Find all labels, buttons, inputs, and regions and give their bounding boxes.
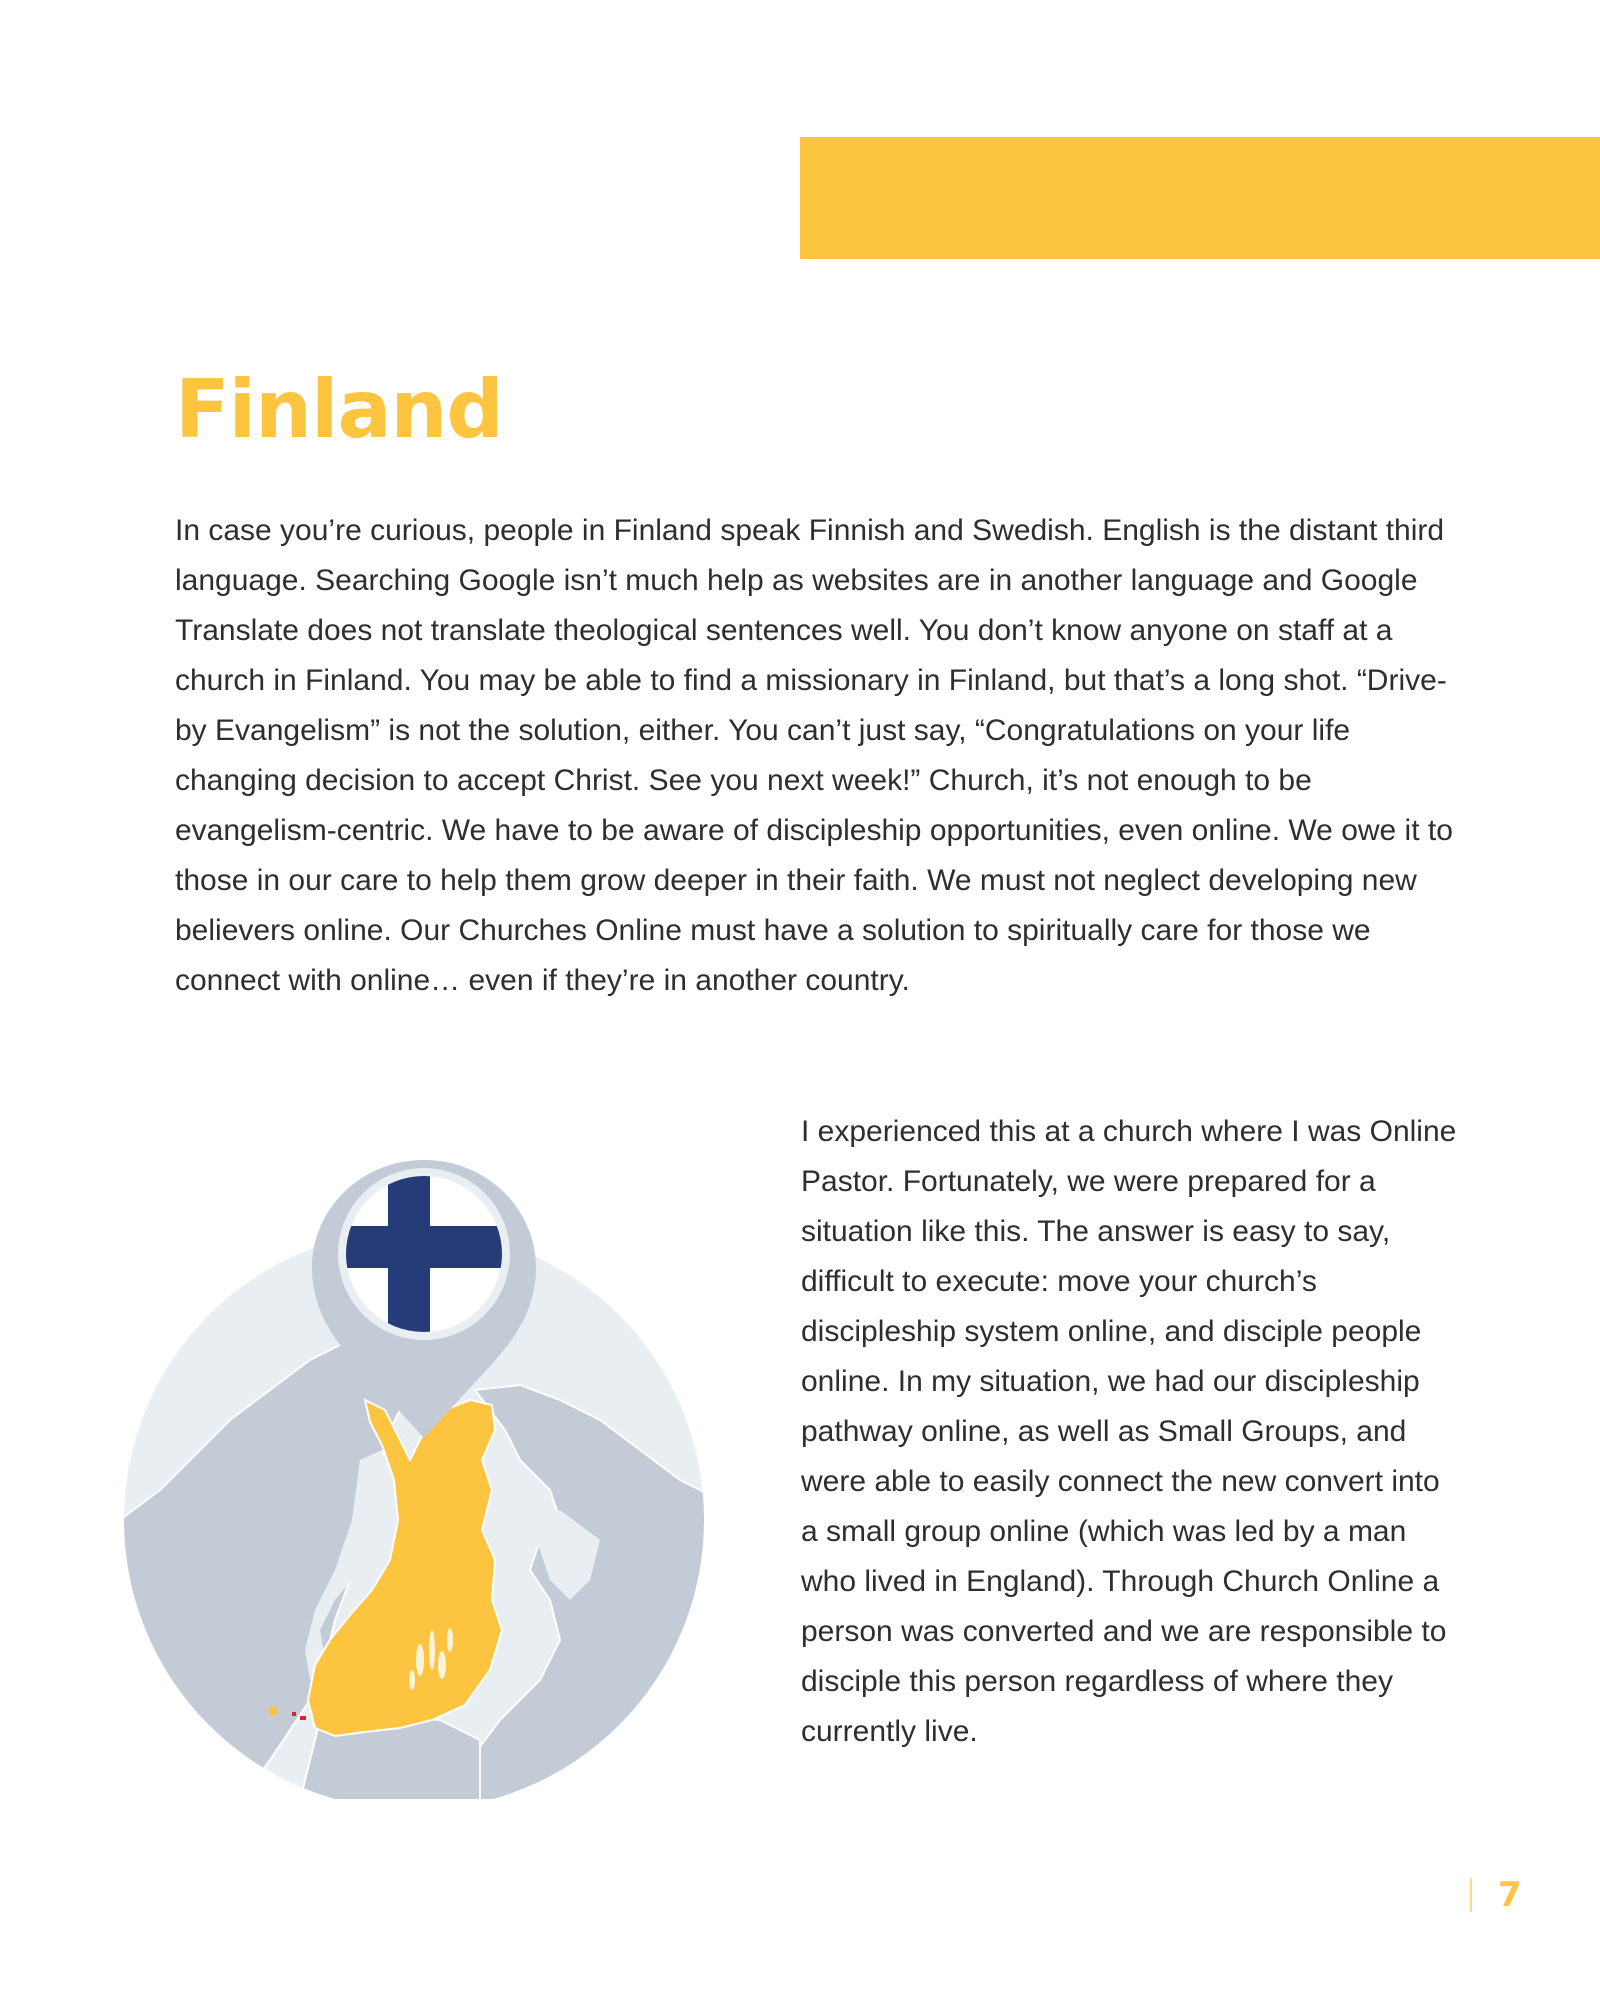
page-number — [1470, 1870, 1550, 1920]
page-number-divider — [1470, 1878, 1472, 1912]
side-paragraph: I experienced this at a church where I was Online Pastor. Fortunately, we were prepared for a situation like this. The answer is easy to say, difficult to execute: move your church’s discipleship system online, and disciple people online. In my situation, we had our discipleship pathway online, as well as Small Groups, and were able to easily connect the new convert into a small group online (which was led by a man who lived in England). Through Church Online a person was converted and we are responsible to disciple this person regardless of where they currently live. — [801, 1115, 1457, 1748]
finland-map-illustration — [120, 1160, 720, 1800]
page-number-value: 7 — [1498, 1875, 1522, 1915]
map-svg — [120, 1160, 720, 1800]
header-accent-bar — [800, 137, 1600, 259]
page-title: Finland — [175, 363, 503, 456]
intro-paragraph: In case you’re curious, people in Finland speak Finnish and Swedish. English is the distant third language. Searching Google isn’t much help as websites are in another language and Google Translate does not translate theological sentences well. You don’t know anyone on staff at a church in Finland. You may be able to find a missionary in Finland, but that’s a long shot. “Drive-by Evangelism” is not the solution, either. You can’t just say, “Congratulations on your life changing decision to accept Christ. See you next week!” Church, it’s not enough to be evangelism-centric. We have to be aware of discipleship opportunities, even online. We owe it to those in our care to help them grow deeper in their faith. We must not neglect developing new believers online. Our Churches Online must have a solution to spiritually care for those we connect with online… even if they’re in another country. — [175, 514, 1453, 997]
